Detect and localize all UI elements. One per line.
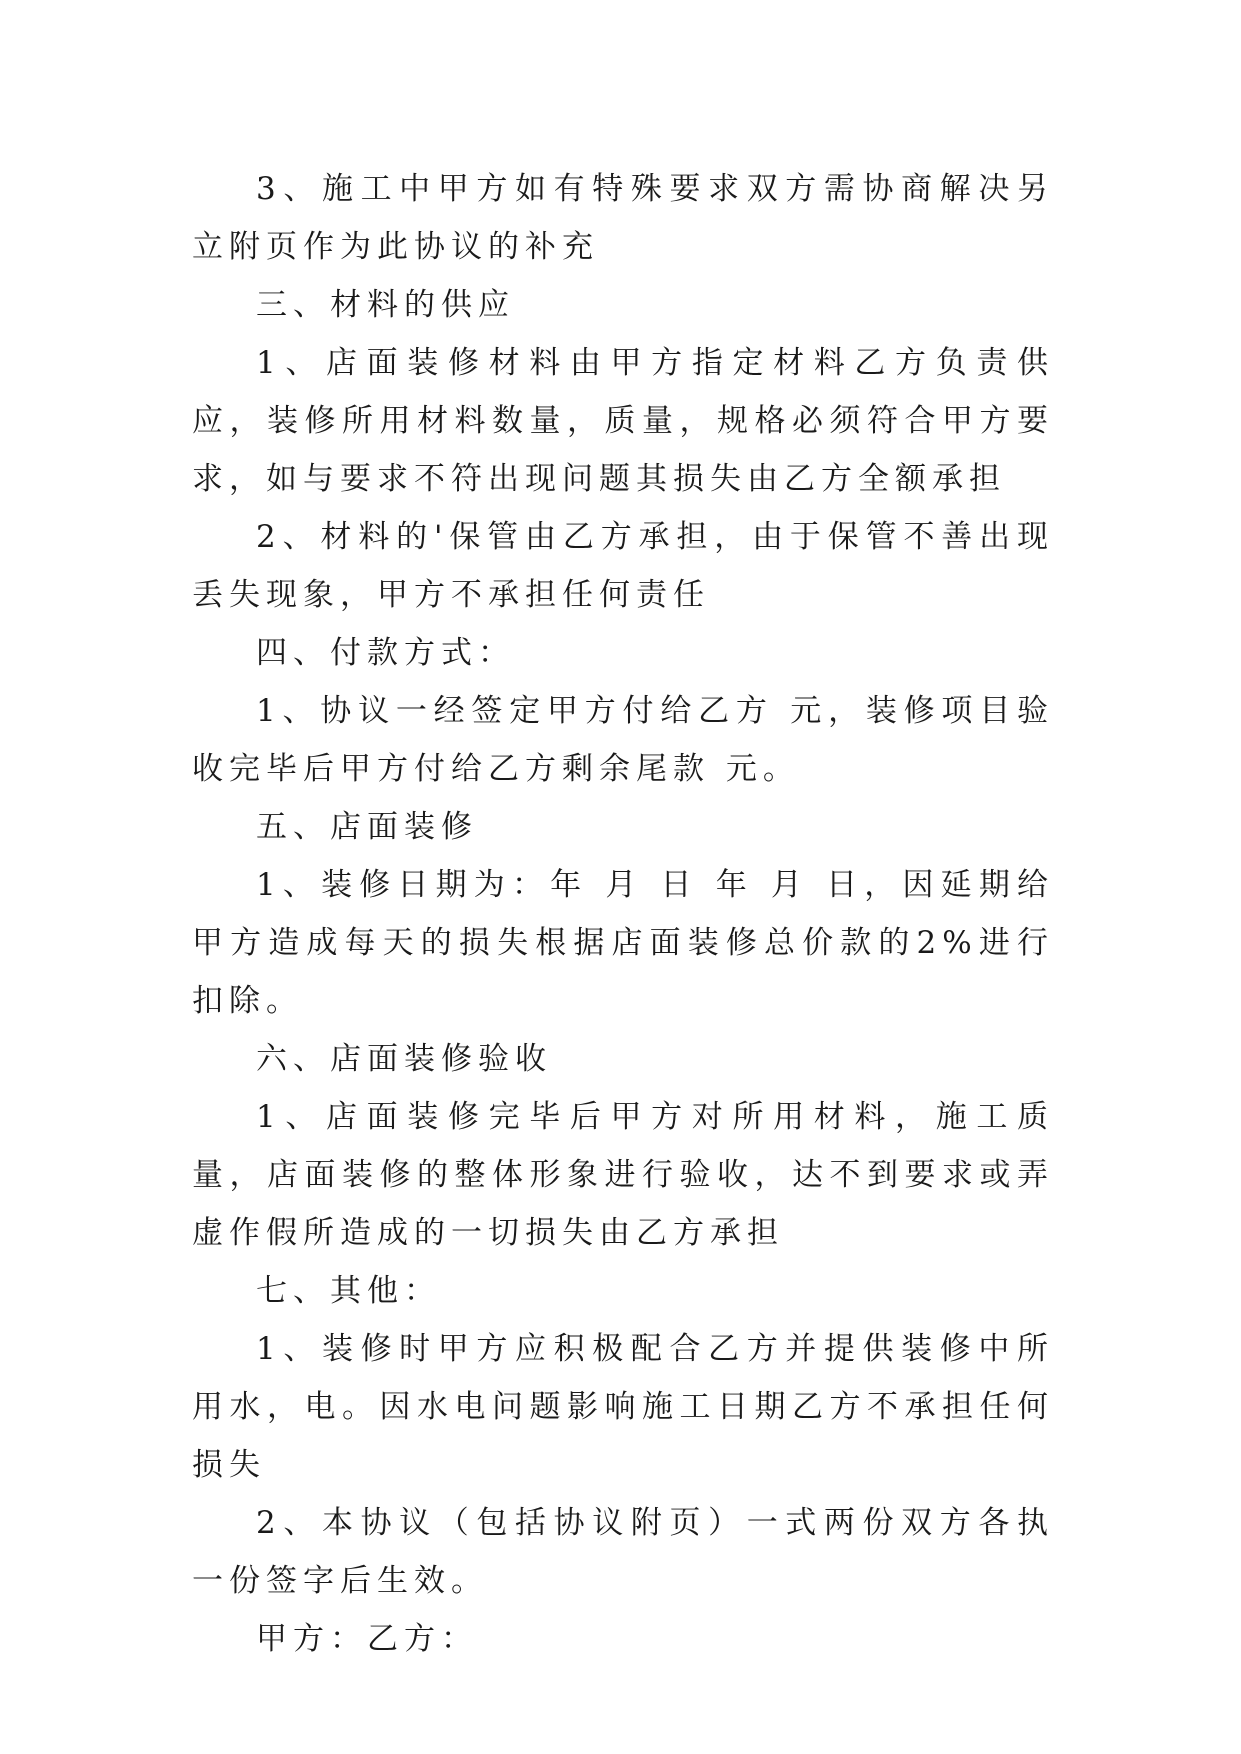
document-body — [192, 160, 1054, 1668]
section-heading-payment: 四、付款方式： — [256, 635, 515, 671]
section-heading-materials: 三、材料的供应 — [256, 287, 515, 323]
clause-utilities: 1、装修时甲方应积极配合乙方并提供装修中所用水，电。因水电问题影响施工日期乙方不承担任何损失 — [192, 1331, 1054, 1483]
signature-line: 甲方：乙方： — [256, 1621, 478, 1657]
clause-3-special-requirements: 3、施工中甲方如有特殊要求双方需协商解决另立附页作为此协议的补充 — [192, 171, 1054, 265]
clause-renovation-dates: 1、装修日期为：年 月 日 年 月 日，因延期给甲方造成每天的损失根据店面装修总价款的2%进行扣除。 — [192, 867, 1054, 1019]
clause-materials-supply: 1、店面装修材料由甲方指定材料乙方负责供应，装修所用材料数量，质量，规格必须符合甲方要求，如与要求不符出现问题其损失由乙方全额承担 — [192, 345, 1054, 497]
clause-materials-storage: 2、材料的'保管由乙方承担，由于保管不善出现丢失现象，甲方不承担任何责任 — [192, 519, 1054, 613]
clause-payment-terms: 1、协议一经签定甲方付给乙方 元，装修项目验收完毕后甲方付给乙方剩余尾款 元。 — [192, 693, 1054, 787]
clause-copies-effective: 2、本协议（包括协议附页）一式两份双方各执一份签字后生效。 — [192, 1505, 1054, 1599]
clause-acceptance: 1、店面装修完毕后甲方对所用材料，施工质量，店面装修的整体形象进行验收，达不到要求或弄虚作假所造成的一切损失由乙方承担 — [192, 1099, 1054, 1251]
section-heading-acceptance: 六、店面装修验收 — [256, 1041, 552, 1077]
section-heading-other: 七、其他： — [256, 1273, 441, 1309]
section-heading-renovation: 五、店面装修 — [256, 809, 478, 845]
